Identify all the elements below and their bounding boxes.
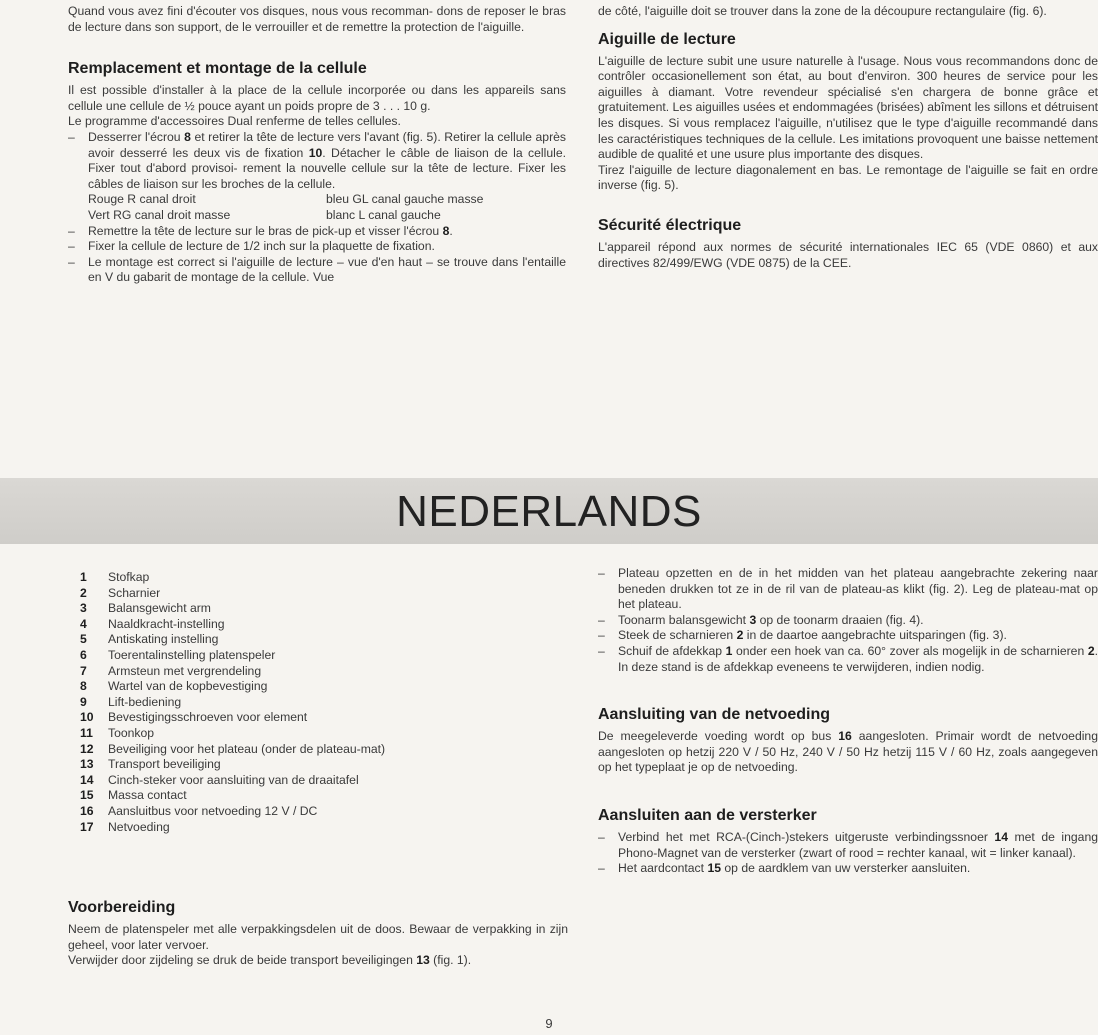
list-item: 16 Aansluitbus voor netvoeding 12 V / DC xyxy=(80,803,318,818)
setup-step-3: – Steek de scharnieren 2 in de daartoe aangebrachte uitsparingen (fig. 3). xyxy=(598,628,1098,644)
cell-replacement-heading: Remplacement et montage de la cellule xyxy=(68,60,367,78)
power-supply-paragraph: De meegeleverde voeding wordt op bus 16 aangesloten. Primair wordt de netvoeding aangesloten op hetzij 220 V / 50 Hz, 240 V / 50 Hz hetzij 115 V / 60 Hz, zoals aangegeven op het typeplaat je op de netvoeding. xyxy=(598,729,1098,775)
wire-row-2: Vert RG canal droit masse blanc L canal gauche xyxy=(88,207,441,222)
preparation-paragraph-2: Verwijder door zijdeling se druk de beide transport beveiligingen 13 (fig. 1). xyxy=(68,953,472,968)
page-number: 9 xyxy=(545,1016,553,1031)
nl-left-column xyxy=(68,898,568,969)
setup-step-2: – Toonarm balansgewicht 3 op de toonarm draaien (fig. 4). xyxy=(598,613,1098,629)
list-item: 2 Scharnier xyxy=(80,585,161,600)
electrical-safety-paragraph: L'appareil répond aux normes de sécurité internationales IEC 65 (VDE 0860) et aux directives 82/499/EWG (VDE 0875) de la CEE. xyxy=(598,239,1098,270)
amplifier-step-2: – Het aardcontact 15 op de aardklem van uw versterker aansluiten. xyxy=(598,861,1098,877)
fr-continued-paragraph: de côté, l'aiguille doit se trouver dans la zone de la découpure rectangulaire (fig. 6). xyxy=(598,4,1047,18)
setup-step-4: – Schuif de afdekkap 1 onder een hoek van ca. 60° zover als mogelijk in de scharnieren 2. In deze stand is de afdekkap eveneens te verwijderen, indien nodig. xyxy=(598,644,1098,675)
list-item: 17 Netvoeding xyxy=(80,819,170,834)
part-ref: 15 xyxy=(707,861,721,876)
list-item: 13 Transport beveiliging xyxy=(80,757,221,772)
part-ref: 3 xyxy=(749,612,757,627)
part-ref: 1 xyxy=(725,643,733,658)
cell-paragraph-2: Le programme d'accessoires Dual renferme de telles cellules. xyxy=(68,114,401,129)
list-item: 15 Massa contact xyxy=(80,788,187,803)
cell-step-1: – Desserrer l'écrou 8 et retirer la tête de lecture vers l'avant (fig. 5). Retirer la cellule après avoir desserré les deux vis de fixation 10. Détacher le câble de liaison de la cellule. Fixer tout d'abord provisoi- rement la nouvelle cellule sur la tête de lecture. Fixer les câbles de liaison sur les broches de la cellule. xyxy=(68,130,566,192)
nl-right-column xyxy=(598,566,1098,877)
list-item: 1 Stofkap xyxy=(80,570,150,584)
part-ref: 14 xyxy=(994,829,1008,844)
wire-row-1: Rouge R canal droit bleu GL canal gauche masse xyxy=(88,192,484,207)
part-ref: 2 xyxy=(736,628,744,643)
list-item: 4 Naaldkracht-instelling xyxy=(80,616,225,631)
section-title: NEDERLANDS xyxy=(396,487,702,536)
fr-right-column xyxy=(598,4,1098,271)
part-ref: 16 xyxy=(838,729,852,744)
electrical-safety-heading: Sécurité électrique xyxy=(598,216,742,234)
part-ref: 10 xyxy=(308,145,323,160)
list-item: 12 Beveiliging voor het plateau (onder de plateau-mat) xyxy=(80,741,386,756)
preparation-heading: Voorbereiding xyxy=(68,899,176,916)
cell-step-2: – Remettre la tête de lecture sur le bras de pick-up et visser l'écrou 8. xyxy=(68,224,566,240)
list-item: 6 Toerentalinstelling platenspeler xyxy=(80,647,276,662)
list-item: 5 Antiskating instelling xyxy=(80,632,219,647)
needle-paragraph-1: L'aiguille de lecture subit une usure naturelle à l'usage. Nous vous recommandons donc de contrôler occasionellement son état, au bout d'environ. 300 heures de service pour les aiguilles à diamant. Votre revendeur spécialisé s'en chargera de bonne grâce et gratuitement. Les aiguilles usées et endommagées (brisées) abîment les sillons et détruisent les disques. Si vous remplacez l'aiguille, n'utilisez que le type d'aiguille recommandé dans les caractéristiques techniques de la cellule. Les imitations provoquent une baisse nettement audible de qualité et une usure plus importante des disques. xyxy=(598,53,1098,162)
list-item: 11 Toonkop xyxy=(80,725,155,740)
setup-step-1: – Plateau opzetten en de in het midden van het plateau aangebrachte zekering naar beneden drukken tot ze in de ril van de plateau-as klikt (fig. 2). Leg de plateau-mat op het plateau. xyxy=(598,566,1098,613)
cell-paragraph-1: Il est possible d'installer à la place de la cellule incorporée ou dans les appareils sans cellule une cellule de ½ pouce ayant un poids propre de 3 . . . 10 g. xyxy=(68,83,566,113)
fr-left-column xyxy=(68,4,566,286)
fr-intro-paragraph: Quand vous avez fini d'écouter vos disques, nous vous recomman- dons de reposer le bras de lecture dans son support, de le verrouiller et de remettre la protection de l'aiguille. xyxy=(68,4,566,34)
list-item: 3 Balansgewicht arm xyxy=(80,601,211,616)
list-item: 7 Armsteun met vergrendeling xyxy=(80,663,262,678)
amplifier-heading: Aansluiten aan de versterker xyxy=(598,806,817,824)
cell-step-4: – Le montage est correct si l'aiguille de lecture – vue d'en haut – se trouve dans l'entaille en V du gabarit de montage de la cellule. Vue xyxy=(68,255,566,286)
part-ref: 13 xyxy=(416,953,430,968)
list-item: 8 Wartel van de kopbevestiging xyxy=(80,679,268,694)
cell-step-3: – Fixer la cellule de lecture de 1/2 inch sur la plaquette de fixation. xyxy=(68,239,566,255)
part-ref: 2 xyxy=(1087,643,1095,658)
list-item: 10 Bevestigingsschroeven voor element xyxy=(80,710,308,725)
needle-heading: Aiguille de lecture xyxy=(598,30,736,48)
part-ref: 8 xyxy=(442,223,450,238)
needle-paragraph-2: Tirez l'aiguille de lecture diagonalement en bas. Le remontage de l'aiguille se fait en ordre inverse (fig. 5). xyxy=(598,162,1098,193)
amplifier-step-1: – Verbind het met RCA-(Cinch-)stekers uitgeruste verbindingssnoer 14 met de ingang Phono-Magnet van de versterker (zwart of rood = rechter kanaal, wit = linker kanaal). xyxy=(598,830,1098,861)
list-item: 14 Cinch-steker voor aansluiting van de draaitafel xyxy=(80,772,359,787)
part-ref: 8 xyxy=(184,129,191,144)
parts-list xyxy=(80,570,385,835)
power-supply-heading: Aansluiting van de netvoeding xyxy=(598,706,831,724)
preparation-paragraph-1: Neem de platenspeler met alle verpakkingsdelen uit de doos. Bewaar de verpakking in zijn geheel, voor later vervoer. xyxy=(68,922,568,952)
list-item: 9 Lift-bediening xyxy=(80,694,182,709)
